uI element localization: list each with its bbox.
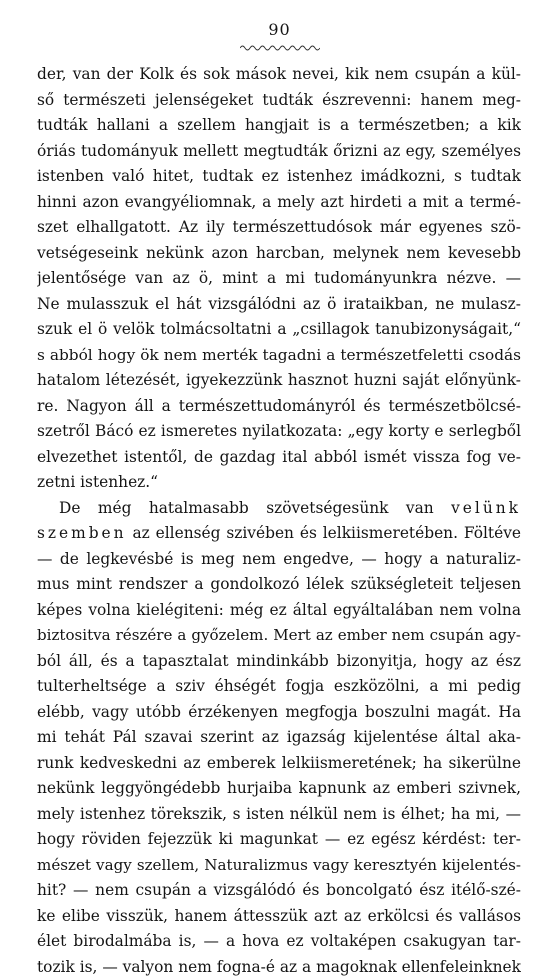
page-number: 90 <box>0 20 559 39</box>
text-line: Ne mulasszuk el hát vizsgálódni az ö irataikban, ne mulasz- <box>37 292 521 318</box>
text-line: elébb, vagy utóbb érzékenyen megfogja boszulni magát. Ha <box>37 700 521 726</box>
text-line: ból áll, és a tapasztalat mindinkább bizonyitja, hogy az ész <box>37 649 521 675</box>
text-line: zetni istenhez.“ <box>37 470 521 496</box>
text-line: jelentősége van az ö, mint a mi tudományunkra nézve. — <box>37 266 521 292</box>
text-line: s abból hogy ök nem merték tagadni a természetfeletti csodás <box>37 343 521 369</box>
text-line: hit? — nem csupán a vizsgálódó és boncolgató ész itélő-szé- <box>37 878 521 904</box>
text-line: biztositva részére a győzelem. Mert az ember nem csupán agy- <box>37 623 521 649</box>
text-line: tudták hallani a szellem hangjait is a természetben; a kik <box>37 113 521 139</box>
text-line: istenben való hitet, tudtak ez istenhez imádkozni, s tudtak <box>37 164 521 190</box>
text-line: nekünk leggyöngédebb hurjaiba kapnunk az emberi szivnek, <box>37 776 521 802</box>
text-line: hogy röviden fejezzük ki magunkat — ez egész kérdést: ter- <box>37 827 521 853</box>
wavy-rule-ornament <box>240 44 320 52</box>
text-line: mészet vagy szellem, Naturalizmus vagy keresztyén kijelentés- <box>37 853 521 879</box>
text-line: tozik is, — valyon nem fogna-é az a magoknak ellenfeleinknek <box>37 955 521 980</box>
text-line: élet birodalmába is, — a hova ez voltaképen csakugyan tar- <box>37 929 521 955</box>
text-line: elvezethet istentől, de gazdag ital abból ismét vissza fog ve- <box>37 445 521 471</box>
text-line: re. Nagyon áll a természettudományról és természetbölcsé- <box>37 394 521 420</box>
text-line: runk kedveskedni az emberek lelkiismeretének; ha sikerülne <box>37 751 521 777</box>
text-line: der, van der Kolk és sok mások nevei, kik nem csupán a kül- <box>37 62 521 88</box>
text-line: óriás tudományuk mellett megtudták őrizni az egy, személyes <box>37 139 521 165</box>
text-line: szetről Bácó ez ismeretes nyilatkozata: „egy korty e serlegből <box>37 419 521 445</box>
text-line: mely istenhez törekszik, s isten nélkül nem is élhet; ha mi, — <box>37 802 521 828</box>
text-line: szemben az ellenség szivében és lelkiismeretében. Föltéve <box>37 521 521 547</box>
text-line: képes volna kielégiteni: még ez által egyáltalában nem volna <box>37 598 521 624</box>
text-line: tulterheltsége a sziv éhségét fogja eszközölni, a mi pedig <box>37 674 521 700</box>
text-line: mus mint rendszer a gondolkozó lélek szükségleteit teljesen <box>37 572 521 598</box>
text-line: — de legkevésbé is meg nem engedve, — hogy a naturaliz- <box>37 547 521 573</box>
body-text <box>37 62 521 980</box>
text-line: mi tehát Pál szavai szerint az igazság kijelentése által aka- <box>37 725 521 751</box>
text-line: ső természeti jelenségeket tudták észrevenni: hanem meg- <box>37 88 521 114</box>
text-line: szet elhallgatott. Az ily természettudósok már egyenes szö- <box>37 215 521 241</box>
text-line: hatalom létezését, igyekezzünk hasznot huzni saját előnyünk- <box>37 368 521 394</box>
text-line: ke elibe visszük, hanem áttesszük azt az erkölcsi és vallásos <box>37 904 521 930</box>
text-line: hinni azon evangyéliomnak, a mely azt hirdeti a mit a termé- <box>37 190 521 216</box>
text-line: De még hatalmasabb szövetségesünk van velünk <box>37 496 521 522</box>
text-line: szuk el ö velök tolmácsoltatni a „csillagok tanubizonyságait,“ <box>37 317 521 343</box>
text-line: vetségeseink nekünk azon harcban, melynek nem kevesebb <box>37 241 521 267</box>
